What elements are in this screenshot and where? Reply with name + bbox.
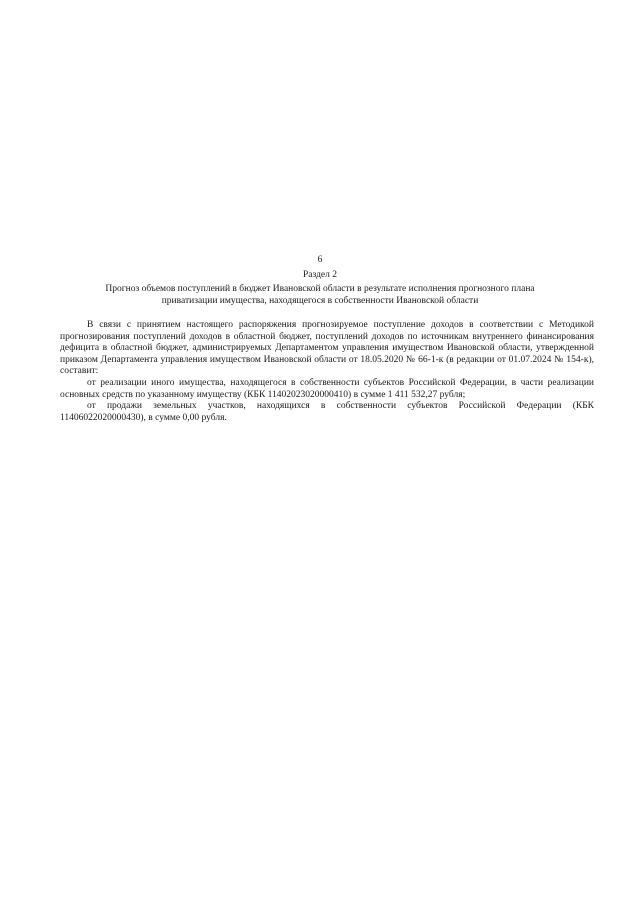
document-body (60, 320, 594, 424)
body-paragraph: от продажи земельных участков, находящихся в собственности субъектов Российской Федерации (КБК 11406022020000430), в сумме 0,00 рубля. (60, 401, 594, 423)
body-paragraph: от реализации иного имущества, находящегося в собственности субъектов Российской Федерации, в части реализации основных средств по указанному имуществу (КБК 11402023020000410) в сумме 1 411 532,27 рубля; (60, 377, 594, 400)
document-heading: Прогноз объемов поступлений в бюджет Ивановской области в результате исполнения прогнозного плана приватизации имущества, находящегося в собственности Ивановской области (105, 284, 535, 306)
body-paragraph: В связи с принятием настоящего распоряжения прогнозируемое поступление доходов в соответствии с Методикой прогнозирования поступлений доходов в областной бюджет, поступлений доходов по источникам внутреннего финансирования дефицита в областной бюджет, администрируемых Департаментом управления имуществом Ивановской области, утвержденной приказом Департамента управления имуществом Ивановской области от 18.05.2020 № 66-1-к (в редакции от 01.07.2024 № 154-к), составит: (60, 320, 594, 377)
page-number: 6 (317, 255, 323, 265)
section-title: Раздел 2 (303, 270, 337, 280)
